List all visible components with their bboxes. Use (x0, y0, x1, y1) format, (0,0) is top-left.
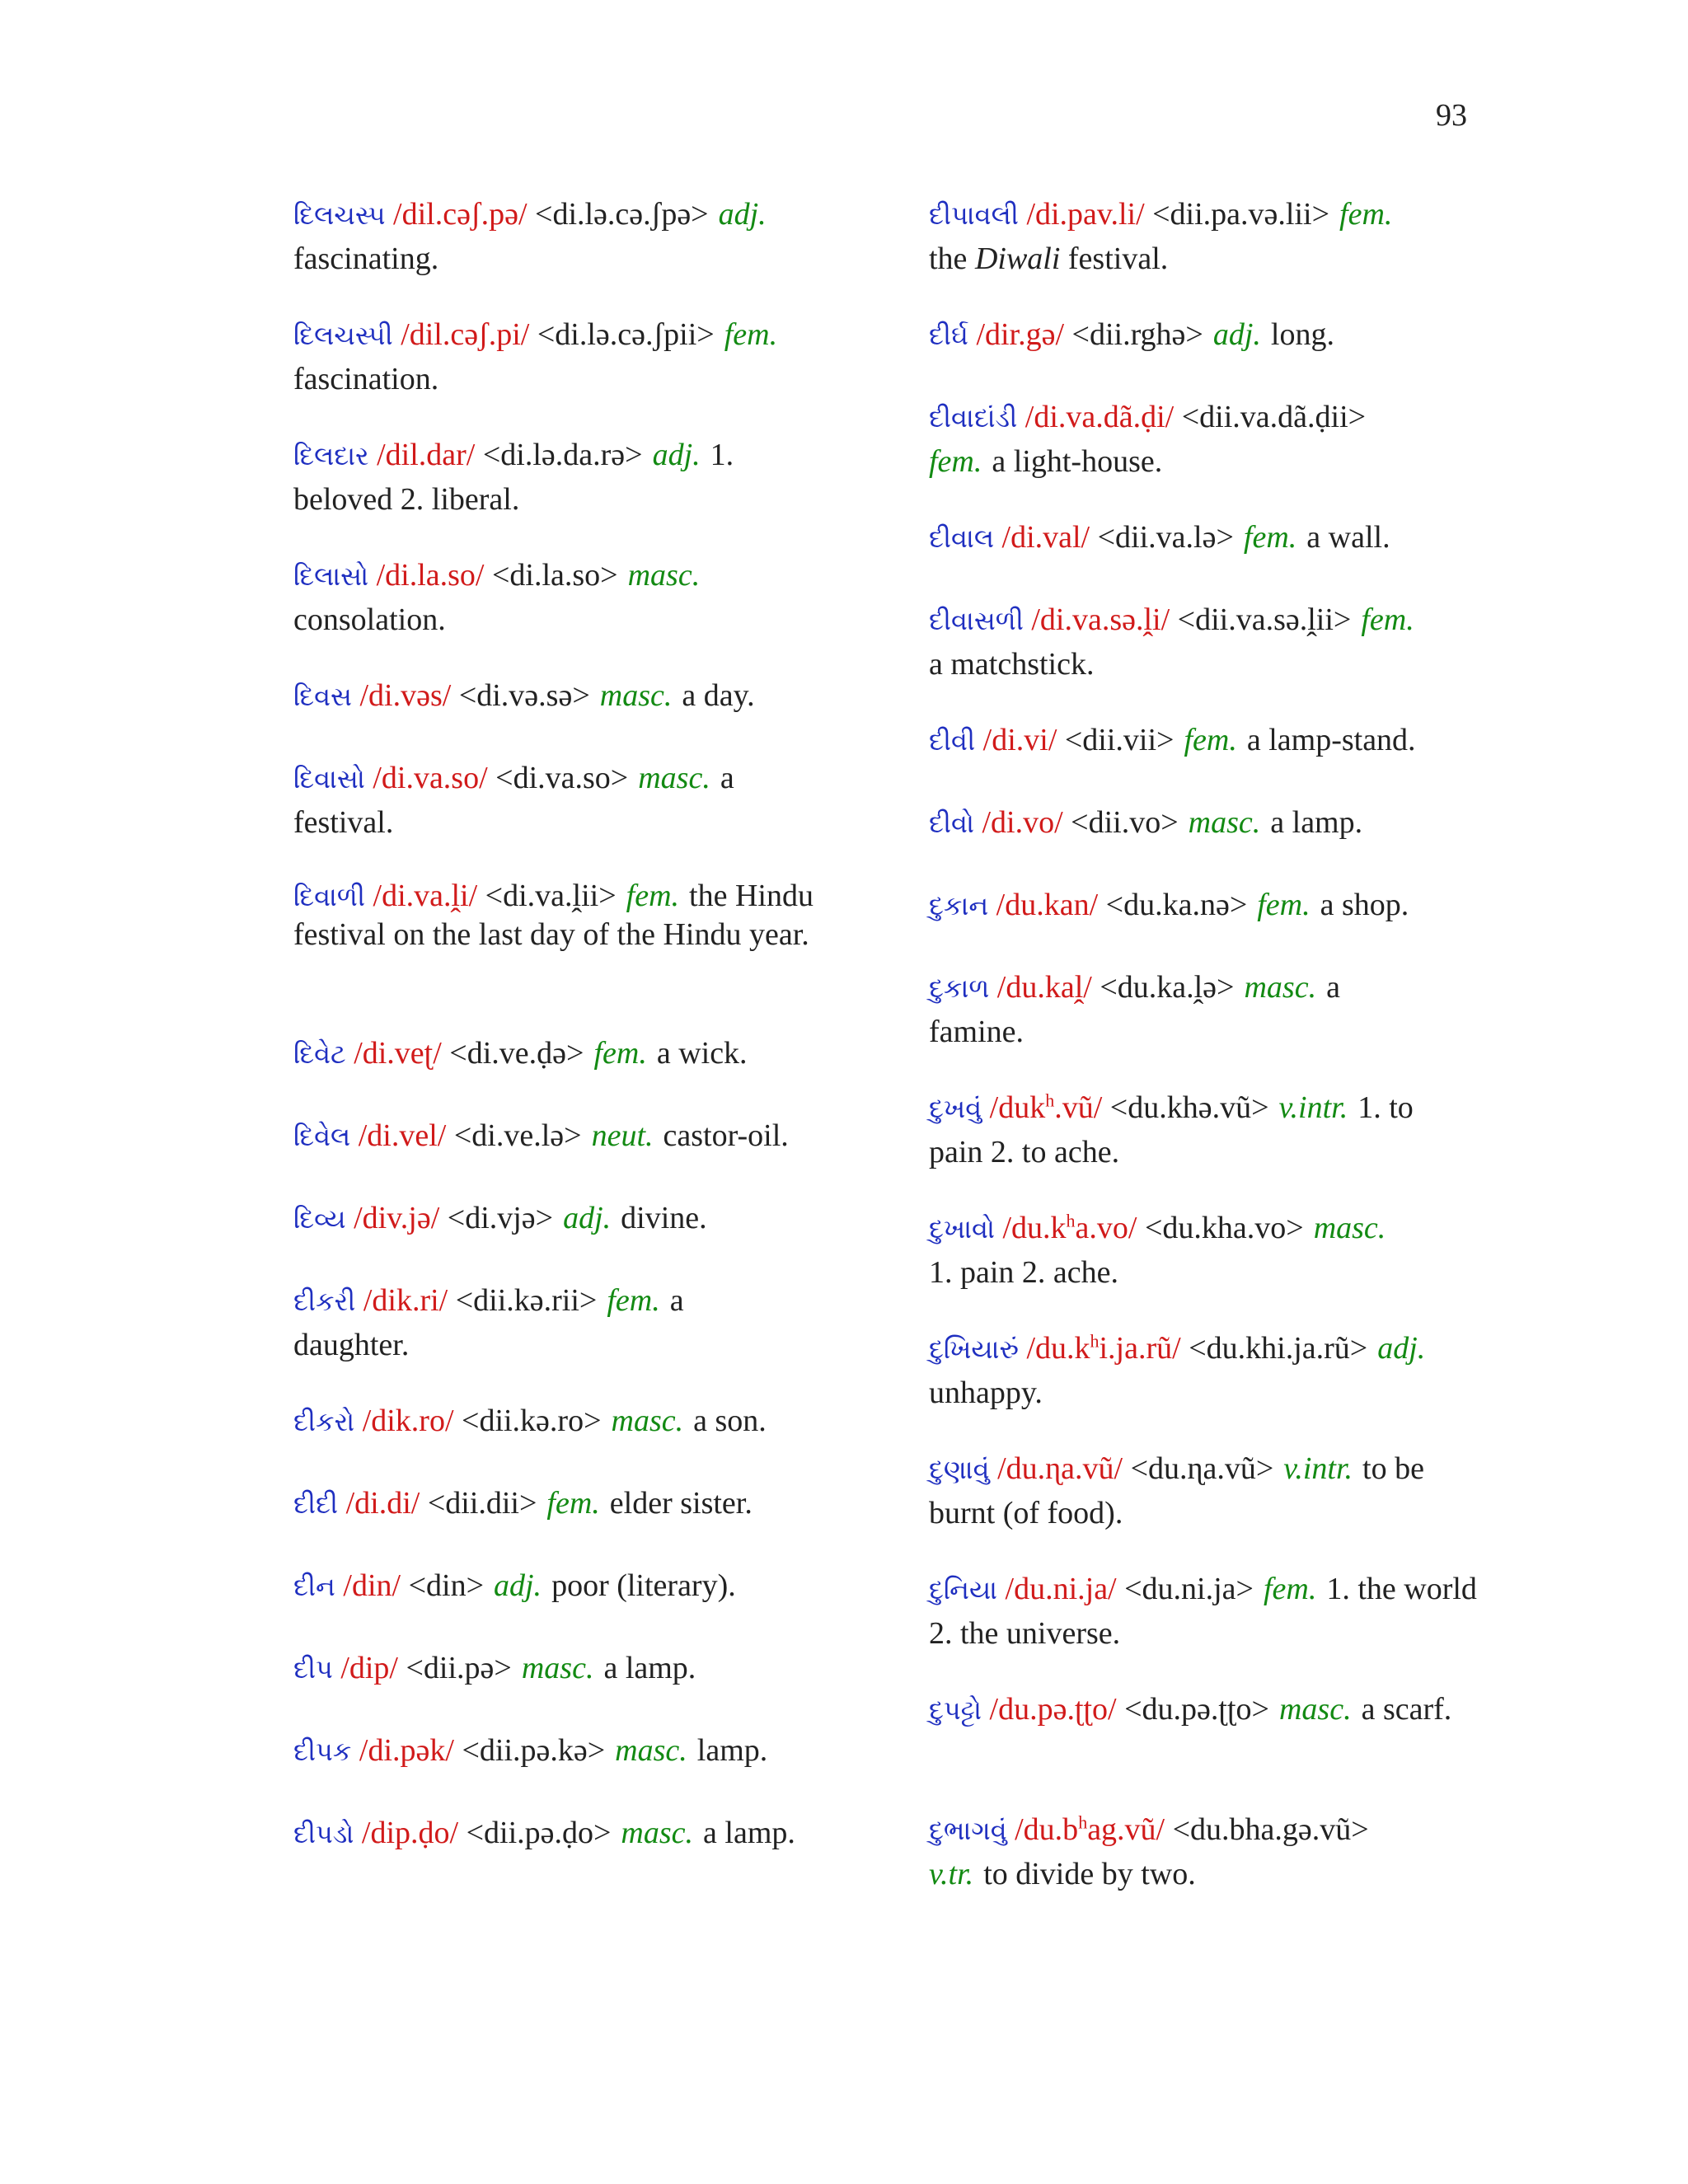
transliteration: <di.va.so> (495, 761, 629, 795)
transliteration: <du.kha.vo> (1144, 1211, 1304, 1245)
part-of-speech: fem. (1339, 197, 1393, 232)
transliteration: <du.ka.nə> (1105, 888, 1248, 922)
part-of-speech: fem. (724, 317, 778, 352)
ipa-superscript: h (1078, 1811, 1088, 1833)
gujarati-headword: દુકાન (929, 890, 989, 921)
ipa: /di.vel/ (358, 1118, 447, 1153)
transliteration: <di.va.ḽii> (485, 879, 617, 913)
ipa-part: /du.b (1015, 1812, 1079, 1847)
part-of-speech: fem. (593, 1036, 647, 1071)
entry (929, 966, 1440, 1054)
ipa: /du.kaḽ/ (996, 970, 1092, 1005)
ipa-superscript: h (1090, 1330, 1100, 1352)
part-of-speech: v.tr. (929, 1857, 974, 1891)
part-of-speech: adj. (1377, 1331, 1426, 1366)
transliteration: <dii.va.sə.ḽii> (1177, 602, 1352, 637)
transliteration: <du.ni.ja> (1124, 1572, 1254, 1606)
gujarati-headword: દીદી (293, 1488, 339, 1520)
ipa-part: ag.vũ/ (1087, 1812, 1165, 1847)
part-of-speech: masc. (621, 1816, 694, 1850)
gujarati-headword: દિવેલ (293, 1121, 351, 1152)
gujarati-headword: દિવાળી (293, 881, 366, 912)
transliteration: <dii.rghə> (1071, 317, 1203, 352)
entry (293, 1647, 870, 1691)
part-of-speech: masc. (521, 1651, 594, 1685)
transliteration: <di.lə.cə.ʃpə> (535, 197, 709, 232)
ipa: /di.vo/ (982, 805, 1063, 840)
ipa-part: /duk (989, 1090, 1046, 1125)
gujarati-headword: દીકરો (293, 1406, 355, 1437)
ipa: /di.va.sə.ḽi/ (1031, 602, 1170, 637)
definition: a famine. (929, 970, 1340, 1049)
part-of-speech: v.intr. (1283, 1451, 1353, 1486)
ipa: /di.val/ (1001, 520, 1090, 555)
definition: a lamp. (703, 1816, 795, 1850)
ipa: /di.va.dã.ḍi/ (1025, 400, 1175, 434)
gujarati-headword: દીપ (293, 1653, 333, 1685)
transliteration: <dii.va.dã.ḍii> (1181, 400, 1367, 434)
entry (293, 434, 804, 522)
definition: a wall. (1306, 520, 1390, 555)
ipa: /dip/ (340, 1651, 398, 1685)
ipa-part: /du.k (1002, 1211, 1067, 1245)
gujarati-headword: દુનિયા (929, 1574, 998, 1605)
definition: castor-oil. (663, 1118, 789, 1153)
entry (929, 719, 1506, 763)
part-of-speech: fem. (546, 1486, 600, 1521)
ipa: /di.vi/ (982, 723, 1057, 757)
ipa (1002, 1211, 1137, 1245)
gujarati-headword: દિવસ (293, 681, 352, 712)
definition: to divide by two. (983, 1857, 1196, 1891)
ipa-part: i.ja.rũ/ (1099, 1331, 1181, 1366)
gujarati-headword: દીવાદાંડી (929, 402, 1018, 434)
gujarati-headword: દીવાસળી (929, 605, 1024, 636)
entry (929, 1327, 1522, 1415)
definition: a festival. (293, 761, 734, 840)
part-of-speech: fem. (626, 879, 680, 913)
gujarati-headword: દીકરી (293, 1286, 356, 1317)
gujarati-headword: દીવી (929, 725, 976, 757)
definition-post: festival. (1067, 241, 1169, 276)
gujarati-headword: દુખિયારું (929, 1333, 1019, 1365)
definition: lamp. (696, 1733, 768, 1768)
ipa: /di.veʈ/ (354, 1036, 442, 1071)
transliteration: <dii.vii> (1064, 723, 1175, 757)
part-of-speech: adj. (494, 1568, 542, 1603)
entry (929, 193, 1506, 281)
part-of-speech: masc. (1188, 805, 1261, 840)
definition: 1. to pain 2. to ache. (929, 1090, 1414, 1169)
ipa: /du.ɳa.vũ/ (997, 1451, 1123, 1486)
entry (929, 313, 1506, 358)
page-number: 93 (1436, 98, 1467, 133)
definition: the Hindu festival on the last day of the Hindu year. (293, 879, 814, 952)
ipa-superscript: h (1045, 1090, 1055, 1111)
part-of-speech: adj. (563, 1201, 612, 1235)
ipa (990, 1090, 1103, 1125)
ipa: /di.pav.li/ (1026, 197, 1145, 232)
entry (293, 1197, 870, 1241)
transliteration: <dii.pə> (406, 1651, 512, 1685)
part-of-speech: fem. (1184, 723, 1237, 757)
entry (929, 1447, 1489, 1535)
transliteration: <di.ve.lə> (453, 1118, 582, 1153)
ipa: /du.ni.ja/ (1005, 1572, 1117, 1606)
definition: to be burnt (of food). (929, 1451, 1424, 1530)
definition: a scarf. (1361, 1692, 1452, 1727)
ipa-part: a.vo/ (1075, 1211, 1137, 1245)
entry (293, 1811, 804, 1856)
gujarati-headword: દીપડો (293, 1818, 354, 1849)
ipa-superscript: h (1066, 1210, 1076, 1231)
entry (293, 193, 870, 281)
transliteration: <dii.dii> (427, 1486, 537, 1521)
transliteration: <du.khi.ja.rũ> (1189, 1331, 1368, 1366)
transliteration: <du.pə.ʈʈo> (1124, 1692, 1269, 1727)
part-of-speech: fem. (1257, 888, 1311, 922)
ipa: /dil.dar/ (377, 438, 476, 472)
part-of-speech: adj. (652, 438, 701, 472)
part-of-speech: adj. (1212, 317, 1261, 352)
transliteration: <di.la.so> (491, 558, 618, 593)
definition: a light-house. (992, 444, 1163, 479)
entry (293, 1279, 804, 1367)
ipa (1026, 1331, 1180, 1366)
part-of-speech: fem. (1243, 520, 1297, 555)
entry (293, 1114, 887, 1159)
definition: a lamp. (1270, 805, 1363, 840)
ipa: /dik.ro/ (362, 1404, 454, 1438)
gujarati-headword: દીપક (293, 1736, 352, 1767)
definition: unhappy. (929, 1376, 1043, 1410)
ipa: /dil.cəʃ.pi/ (401, 317, 530, 352)
gujarati-headword: દિવ્ય (293, 1203, 346, 1235)
part-of-speech: adj. (718, 197, 767, 232)
part-of-speech: masc. (638, 761, 710, 795)
transliteration: <du.bha.gə.vũ> (1172, 1812, 1369, 1847)
ipa: /div.jə/ (354, 1201, 440, 1235)
transliteration: <di.vjə> (447, 1201, 554, 1235)
transliteration: <dii.pa.və.lii> (1152, 197, 1330, 232)
part-of-speech: masc. (1278, 1692, 1352, 1727)
definition: a shop. (1320, 888, 1409, 922)
gujarati-headword: દીર્ઘ (929, 320, 968, 351)
part-of-speech: masc. (611, 1404, 684, 1438)
gujarati-headword: દુભાગવું (929, 1815, 1007, 1846)
entry (929, 396, 1506, 484)
part-of-speech: v.intr. (1278, 1090, 1348, 1125)
ipa: /dil.cəʃ.pə/ (393, 197, 528, 232)
transliteration: <di.və.sə> (458, 678, 590, 713)
gujarati-headword: દિલચસ્પી (293, 320, 393, 351)
definition: 1. pain 2. ache. (929, 1255, 1119, 1290)
gujarati-headword: દીવો (929, 808, 974, 839)
entry (929, 1086, 1473, 1174)
definition: fascinating. (293, 241, 439, 276)
gujarati-headword: દુકાળ (929, 972, 990, 1004)
entry (929, 1808, 1522, 1896)
entry (293, 1564, 870, 1609)
definition: consolation. (293, 602, 446, 637)
transliteration: <dii.kə.rii> (455, 1283, 598, 1318)
part-of-speech: fem. (929, 444, 982, 479)
transliteration: <du.khə.vũ> (1109, 1090, 1269, 1125)
definition: a wick. (656, 1036, 748, 1071)
part-of-speech: masc. (627, 558, 701, 593)
transliteration: <di.ve.ḍə> (449, 1036, 584, 1071)
transliteration: <dii.kə.ro> (462, 1404, 602, 1438)
ipa: /di.la.so/ (376, 558, 485, 593)
part-of-speech: fem. (1263, 1572, 1317, 1606)
ipa-part: .vũ/ (1054, 1090, 1103, 1125)
ipa: /du.kan/ (996, 888, 1099, 922)
entry (293, 877, 821, 954)
part-of-speech: masc. (615, 1733, 687, 1768)
definition: 1. beloved 2. liberal. (293, 438, 734, 517)
entry (293, 1032, 870, 1076)
part-of-speech: fem. (607, 1283, 660, 1318)
ipa: /di.pək/ (359, 1733, 454, 1768)
definition: a son. (693, 1404, 767, 1438)
ipa: /di.vəs/ (359, 678, 452, 713)
entry (293, 554, 870, 642)
entry (929, 1568, 1489, 1656)
part-of-speech: fem. (1361, 602, 1414, 637)
ipa: /du.pə.ʈʈo/ (989, 1692, 1117, 1727)
gujarati-headword: દિવાસો (293, 763, 365, 794)
gujarati-headword: દીન (293, 1571, 335, 1602)
definition (929, 241, 1168, 276)
ipa: /dip.ḍo/ (361, 1816, 459, 1850)
entry (293, 1729, 870, 1774)
transliteration: <dii.vo> (1071, 805, 1179, 840)
transliteration: <di.lə.cə.ʃpii> (537, 317, 715, 352)
definition: a matchstick. (929, 647, 1095, 682)
definition: a daughter. (293, 1283, 684, 1362)
definition: a day. (682, 678, 755, 713)
definition: a lamp-stand. (1246, 723, 1416, 757)
definition: 1. the world 2. the universe. (929, 1572, 1477, 1651)
part-of-speech: masc. (599, 678, 673, 713)
gujarati-headword: દુખવું (929, 1093, 982, 1124)
transliteration: <dii.pə.kə> (462, 1733, 606, 1768)
definition: elder sister. (609, 1486, 753, 1521)
ipa: /di.va.ḽi/ (373, 879, 478, 913)
ipa: /di.di/ (345, 1486, 420, 1521)
transliteration: <din> (408, 1568, 484, 1603)
definition: divine. (621, 1201, 707, 1235)
transliteration: <dii.va.lə> (1097, 520, 1234, 555)
gujarati-headword: દુણાવું (929, 1454, 990, 1485)
definition: fascination. (293, 362, 439, 396)
definition: a lamp. (603, 1651, 696, 1685)
part-of-speech: masc. (1313, 1211, 1386, 1245)
ipa: /dik.ri/ (363, 1283, 448, 1318)
gujarati-headword: દિવેટ (293, 1038, 346, 1070)
entry (293, 757, 804, 845)
entry (293, 1482, 870, 1526)
definition-italic: Diwali (974, 241, 1061, 276)
ipa (1015, 1812, 1165, 1847)
transliteration: <dii.pə.ḍo> (466, 1816, 612, 1850)
gujarati-headword: દિલચસ્પ (293, 199, 386, 231)
part-of-speech: neut. (591, 1118, 654, 1153)
gujarati-headword: દિલાસો (293, 560, 369, 592)
transliteration: <du.ɳa.vũ> (1130, 1451, 1274, 1486)
entry (929, 1207, 1506, 1295)
ipa: /dir.gə/ (976, 317, 1065, 352)
ipa: /din/ (343, 1568, 401, 1603)
entry (293, 674, 870, 719)
ipa: /di.va.so/ (373, 761, 488, 795)
entry (929, 516, 1506, 560)
gujarati-headword: દીપાવલી (929, 199, 1019, 231)
transliteration: <di.lə.da.rə> (482, 438, 643, 472)
gujarati-headword: દુખાવો (929, 1213, 995, 1244)
transliteration: <du.ka.ḽə> (1100, 970, 1235, 1005)
gujarati-headword: દુપટ્ટો (929, 1694, 982, 1726)
definition: poor (literary). (551, 1568, 736, 1603)
entry (929, 801, 1506, 846)
gujarati-headword: દિલદાર (293, 440, 369, 471)
gujarati-headword: દીવાલ (929, 523, 995, 554)
entry (929, 883, 1506, 928)
entry (929, 598, 1506, 687)
entry (293, 1399, 870, 1444)
ipa-part: /du.k (1026, 1331, 1090, 1366)
definition-pre: the (929, 241, 968, 276)
part-of-speech: masc. (1244, 970, 1317, 1005)
entry (293, 313, 870, 401)
entry (929, 1688, 1489, 1732)
definition: long. (1270, 317, 1334, 352)
